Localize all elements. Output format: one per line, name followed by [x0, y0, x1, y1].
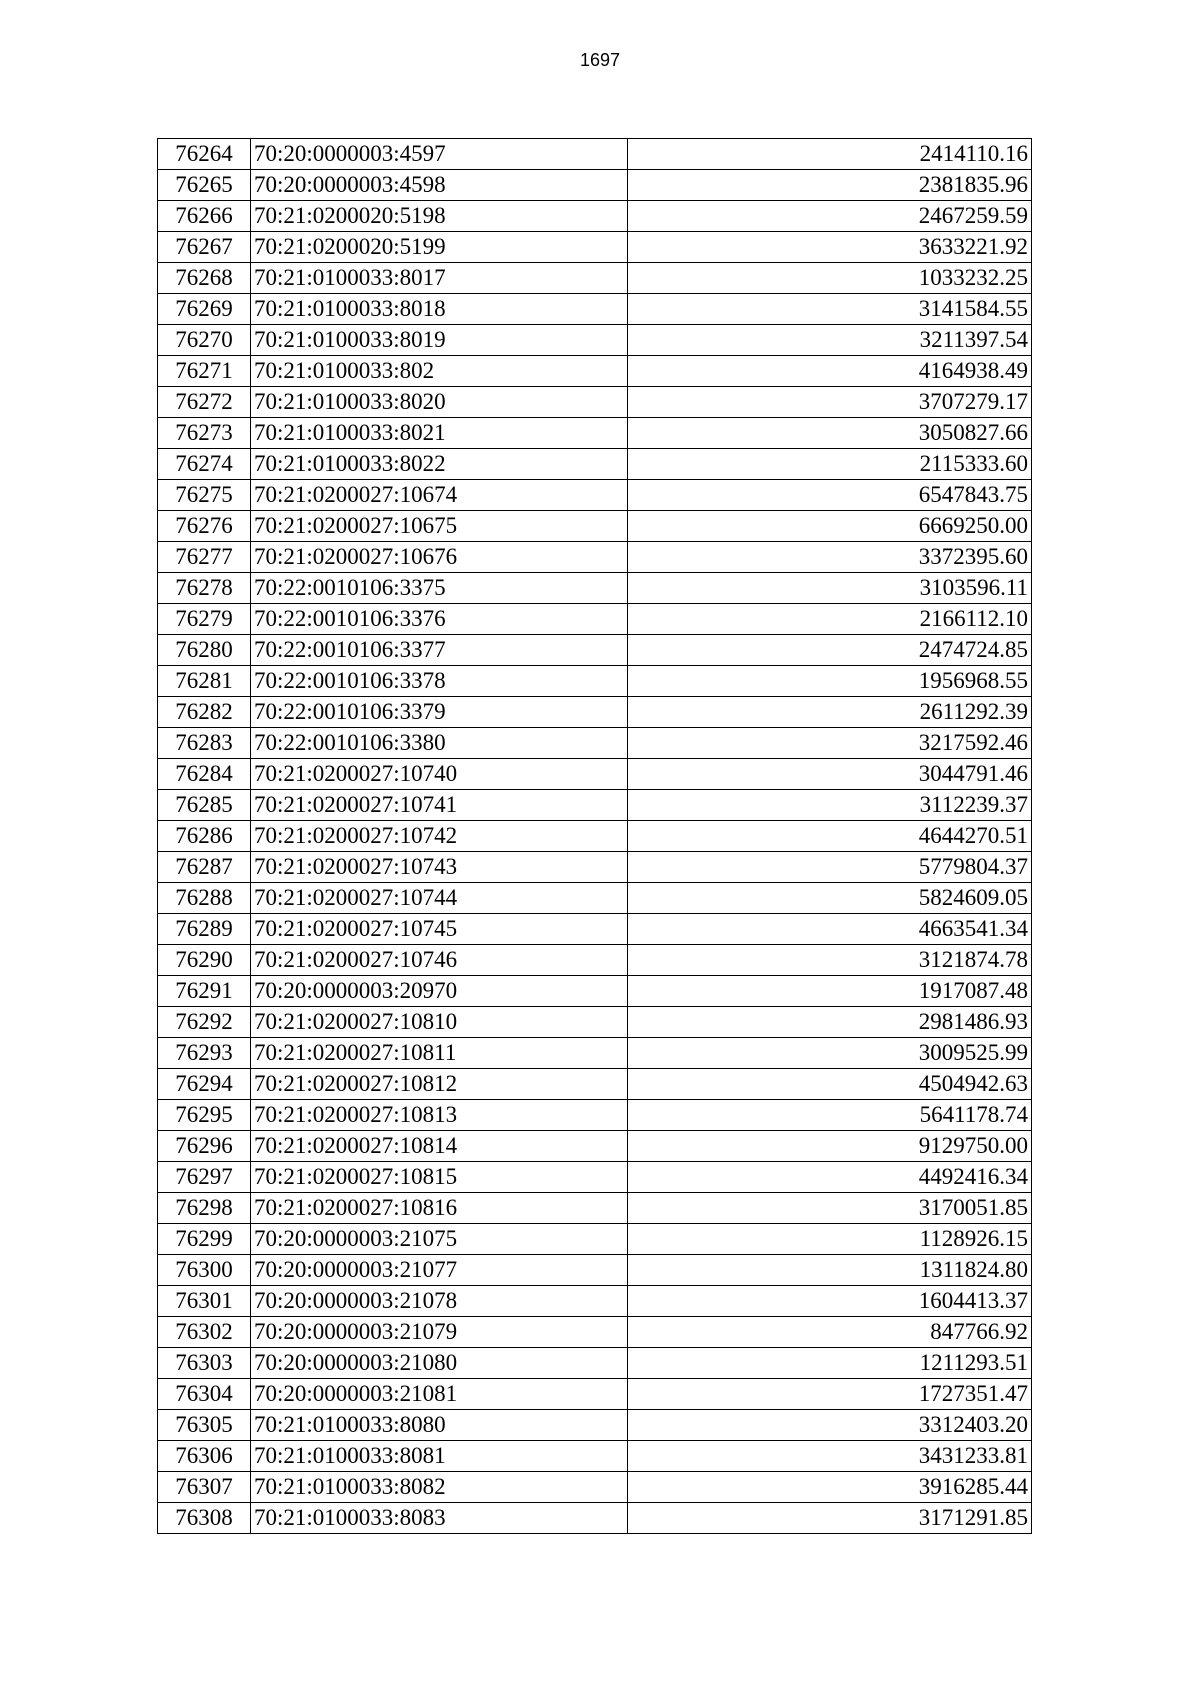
row-number-cell: 76275	[158, 480, 251, 511]
cadastral-value-cell: 3211397.54	[628, 325, 1032, 356]
row-number-cell: 76266	[158, 201, 251, 232]
cadastral-value-cell: 2611292.39	[628, 697, 1032, 728]
cadastral-number-cell: 70:20:0000003:20970	[251, 976, 628, 1007]
row-number-cell: 76299	[158, 1224, 251, 1255]
table-row	[158, 604, 1032, 635]
cadastral-value-cell: 6547843.75	[628, 480, 1032, 511]
cadastral-number-cell: 70:21:0200027:10675	[251, 511, 628, 542]
cadastral-number-cell: 70:21:0200020:5199	[251, 232, 628, 263]
row-number-cell: 76287	[158, 852, 251, 883]
cadastral-value-cell: 3217592.46	[628, 728, 1032, 759]
table-row	[158, 1224, 1032, 1255]
cadastral-number-cell: 70:20:0000003:21080	[251, 1348, 628, 1379]
table-row	[158, 1503, 1032, 1534]
cadastral-value-cell: 3170051.85	[628, 1193, 1032, 1224]
table-row	[158, 790, 1032, 821]
row-number-cell: 76298	[158, 1193, 251, 1224]
table-row	[158, 759, 1032, 790]
row-number-cell: 76282	[158, 697, 251, 728]
cadastral-value-cell: 1956968.55	[628, 666, 1032, 697]
table-row	[158, 449, 1032, 480]
table-body	[158, 139, 1032, 1534]
cadastral-value-cell: 3633221.92	[628, 232, 1032, 263]
cadastral-value-cell: 4504942.63	[628, 1069, 1032, 1100]
cadastral-value-cell: 3141584.55	[628, 294, 1032, 325]
cadastral-number-cell: 70:21:0200027:10745	[251, 914, 628, 945]
cadastral-number-cell: 70:21:0200027:10811	[251, 1038, 628, 1069]
cadastral-number-cell: 70:21:0200027:10674	[251, 480, 628, 511]
cadastral-number-cell: 70:20:0000003:4598	[251, 170, 628, 201]
table-row	[158, 914, 1032, 945]
cadastral-number-cell: 70:22:0010106:3378	[251, 666, 628, 697]
row-number-cell: 76307	[158, 1472, 251, 1503]
cadastral-value-cell: 5641178.74	[628, 1100, 1032, 1131]
cadastral-value-cell: 1917087.48	[628, 976, 1032, 1007]
table-row	[158, 356, 1032, 387]
cadastral-value-cell: 3431233.81	[628, 1441, 1032, 1472]
row-number-cell: 76277	[158, 542, 251, 573]
cadastral-value-cell: 5824609.05	[628, 883, 1032, 914]
cadastral-number-cell: 70:21:0100033:8018	[251, 294, 628, 325]
cadastral-value-cell: 1311824.80	[628, 1255, 1032, 1286]
table-row	[158, 1286, 1032, 1317]
cadastral-value-cell: 4644270.51	[628, 821, 1032, 852]
row-number-cell: 76304	[158, 1379, 251, 1410]
table-row	[158, 945, 1032, 976]
row-number-cell: 76294	[158, 1069, 251, 1100]
row-number-cell: 76300	[158, 1255, 251, 1286]
cadastral-value-cell: 2981486.93	[628, 1007, 1032, 1038]
cadastral-value-cell: 847766.92	[628, 1317, 1032, 1348]
cadastral-value-cell: 3372395.60	[628, 542, 1032, 573]
cadastral-number-cell: 70:21:0100033:8082	[251, 1472, 628, 1503]
row-number-cell: 76301	[158, 1286, 251, 1317]
row-number-cell: 76283	[158, 728, 251, 759]
table-row	[158, 852, 1032, 883]
table-row	[158, 263, 1032, 294]
cadastral-value-cell: 3103596.11	[628, 573, 1032, 604]
cadastral-value-cell: 2414110.16	[628, 139, 1032, 170]
cadastral-value-table	[157, 138, 1032, 1534]
cadastral-value-cell: 3312403.20	[628, 1410, 1032, 1441]
cadastral-number-cell: 70:21:0100033:8080	[251, 1410, 628, 1441]
row-number-cell: 76303	[158, 1348, 251, 1379]
cadastral-value-cell: 2381835.96	[628, 170, 1032, 201]
cadastral-number-cell: 70:21:0200027:10812	[251, 1069, 628, 1100]
cadastral-number-cell: 70:21:0200027:10810	[251, 1007, 628, 1038]
cadastral-number-cell: 70:21:0200020:5198	[251, 201, 628, 232]
row-number-cell: 76269	[158, 294, 251, 325]
table-row	[158, 1348, 1032, 1379]
table-row	[158, 170, 1032, 201]
cadastral-value-cell: 2467259.59	[628, 201, 1032, 232]
cadastral-number-cell: 70:20:0000003:21077	[251, 1255, 628, 1286]
table-row	[158, 573, 1032, 604]
table-row	[158, 542, 1032, 573]
row-number-cell: 76274	[158, 449, 251, 480]
table-row	[158, 232, 1032, 263]
cadastral-number-cell: 70:22:0010106:3380	[251, 728, 628, 759]
row-number-cell: 76264	[158, 139, 251, 170]
row-number-cell: 76271	[158, 356, 251, 387]
cadastral-number-cell: 70:21:0200027:10813	[251, 1100, 628, 1131]
cadastral-value-cell: 3707279.17	[628, 387, 1032, 418]
table-row	[158, 325, 1032, 356]
row-number-cell: 76296	[158, 1131, 251, 1162]
cadastral-value-cell: 3916285.44	[628, 1472, 1032, 1503]
cadastral-number-cell: 70:21:0100033:8083	[251, 1503, 628, 1534]
cadastral-number-cell: 70:21:0100033:8020	[251, 387, 628, 418]
cadastral-number-cell: 70:21:0100033:8022	[251, 449, 628, 480]
page-number: 1697	[579, 50, 621, 70]
cadastral-value-cell: 1128926.15	[628, 1224, 1032, 1255]
cadastral-number-cell: 70:21:0200027:10676	[251, 542, 628, 573]
cadastral-number-cell: 70:22:0010106:3379	[251, 697, 628, 728]
row-number-cell: 76265	[158, 170, 251, 201]
cadastral-value-cell: 4663541.34	[628, 914, 1032, 945]
row-number-cell: 76308	[158, 1503, 251, 1534]
cadastral-number-cell: 70:22:0010106:3375	[251, 573, 628, 604]
cadastral-number-cell: 70:20:0000003:21081	[251, 1379, 628, 1410]
cadastral-number-cell: 70:20:0000003:4597	[251, 139, 628, 170]
row-number-cell: 76278	[158, 573, 251, 604]
row-number-cell: 76285	[158, 790, 251, 821]
row-number-cell: 76288	[158, 883, 251, 914]
row-number-cell: 76290	[158, 945, 251, 976]
table-row	[158, 139, 1032, 170]
cadastral-number-cell: 70:21:0200027:10815	[251, 1162, 628, 1193]
cadastral-number-cell: 70:22:0010106:3377	[251, 635, 628, 666]
table-row	[158, 1441, 1032, 1472]
cadastral-number-cell: 70:20:0000003:21078	[251, 1286, 628, 1317]
cadastral-number-cell: 70:21:0200027:10743	[251, 852, 628, 883]
cadastral-value-cell: 3044791.46	[628, 759, 1032, 790]
cadastral-number-cell: 70:21:0200027:10742	[251, 821, 628, 852]
cadastral-value-cell: 2166112.10	[628, 604, 1032, 635]
table-row	[158, 976, 1032, 1007]
cadastral-number-cell: 70:21:0200027:10746	[251, 945, 628, 976]
table-row	[158, 728, 1032, 759]
row-number-cell: 76292	[158, 1007, 251, 1038]
table-row	[158, 1379, 1032, 1410]
row-number-cell: 76305	[158, 1410, 251, 1441]
table-row	[158, 883, 1032, 914]
table-row	[158, 418, 1032, 449]
row-number-cell: 76270	[158, 325, 251, 356]
table-row	[158, 1410, 1032, 1441]
table-row	[158, 1007, 1032, 1038]
row-number-cell: 76272	[158, 387, 251, 418]
cadastral-value-cell: 5779804.37	[628, 852, 1032, 883]
table-row	[158, 666, 1032, 697]
cadastral-number-cell: 70:22:0010106:3376	[251, 604, 628, 635]
row-number-cell: 76291	[158, 976, 251, 1007]
cadastral-value-cell: 4164938.49	[628, 356, 1032, 387]
cadastral-value-cell: 3112239.37	[628, 790, 1032, 821]
cadastral-number-cell: 70:21:0100033:8019	[251, 325, 628, 356]
table-row	[158, 387, 1032, 418]
cadastral-number-cell: 70:21:0200027:10814	[251, 1131, 628, 1162]
cadastral-number-cell: 70:21:0100033:8017	[251, 263, 628, 294]
cadastral-value-cell: 3009525.99	[628, 1038, 1032, 1069]
row-number-cell: 76302	[158, 1317, 251, 1348]
table-row	[158, 1100, 1032, 1131]
row-number-cell: 76276	[158, 511, 251, 542]
cadastral-value-cell: 3050827.66	[628, 418, 1032, 449]
row-number-cell: 76297	[158, 1162, 251, 1193]
row-number-cell: 76295	[158, 1100, 251, 1131]
cadastral-number-cell: 70:21:0200027:10741	[251, 790, 628, 821]
table-row	[158, 1193, 1032, 1224]
row-number-cell: 76268	[158, 263, 251, 294]
table-row	[158, 1472, 1032, 1503]
cadastral-value-cell: 9129750.00	[628, 1131, 1032, 1162]
row-number-cell: 76280	[158, 635, 251, 666]
table-row	[158, 201, 1032, 232]
table-row	[158, 294, 1032, 325]
row-number-cell: 76279	[158, 604, 251, 635]
cadastral-value-cell: 3121874.78	[628, 945, 1032, 976]
cadastral-number-cell: 70:21:0100033:8081	[251, 1441, 628, 1472]
cadastral-number-cell: 70:21:0100033:802	[251, 356, 628, 387]
table-row	[158, 1317, 1032, 1348]
row-number-cell: 76273	[158, 418, 251, 449]
table-row	[158, 1038, 1032, 1069]
cadastral-value-cell: 3171291.85	[628, 1503, 1032, 1534]
row-number-cell: 76293	[158, 1038, 251, 1069]
row-number-cell: 76286	[158, 821, 251, 852]
table-row	[158, 1162, 1032, 1193]
cadastral-value-cell: 1727351.47	[628, 1379, 1032, 1410]
row-number-cell: 76289	[158, 914, 251, 945]
row-number-cell: 76267	[158, 232, 251, 263]
cadastral-number-cell: 70:21:0200027:10816	[251, 1193, 628, 1224]
table-row	[158, 697, 1032, 728]
cadastral-value-cell: 2115333.60	[628, 449, 1032, 480]
table-row	[158, 1255, 1032, 1286]
table-row	[158, 821, 1032, 852]
row-number-cell: 76306	[158, 1441, 251, 1472]
table-row	[158, 511, 1032, 542]
cadastral-value-cell: 1033232.25	[628, 263, 1032, 294]
cadastral-number-cell: 70:20:0000003:21075	[251, 1224, 628, 1255]
row-number-cell: 76281	[158, 666, 251, 697]
cadastral-number-cell: 70:20:0000003:21079	[251, 1317, 628, 1348]
table-row	[158, 480, 1032, 511]
cadastral-value-cell: 4492416.34	[628, 1162, 1032, 1193]
cadastral-value-cell: 6669250.00	[628, 511, 1032, 542]
cadastral-value-cell: 2474724.85	[628, 635, 1032, 666]
table-row	[158, 1069, 1032, 1100]
cadastral-value-cell: 1604413.37	[628, 1286, 1032, 1317]
table-row	[158, 635, 1032, 666]
row-number-cell: 76284	[158, 759, 251, 790]
cadastral-number-cell: 70:21:0200027:10740	[251, 759, 628, 790]
cadastral-number-cell: 70:21:0100033:8021	[251, 418, 628, 449]
cadastral-value-cell: 1211293.51	[628, 1348, 1032, 1379]
cadastral-number-cell: 70:21:0200027:10744	[251, 883, 628, 914]
table-row	[158, 1131, 1032, 1162]
